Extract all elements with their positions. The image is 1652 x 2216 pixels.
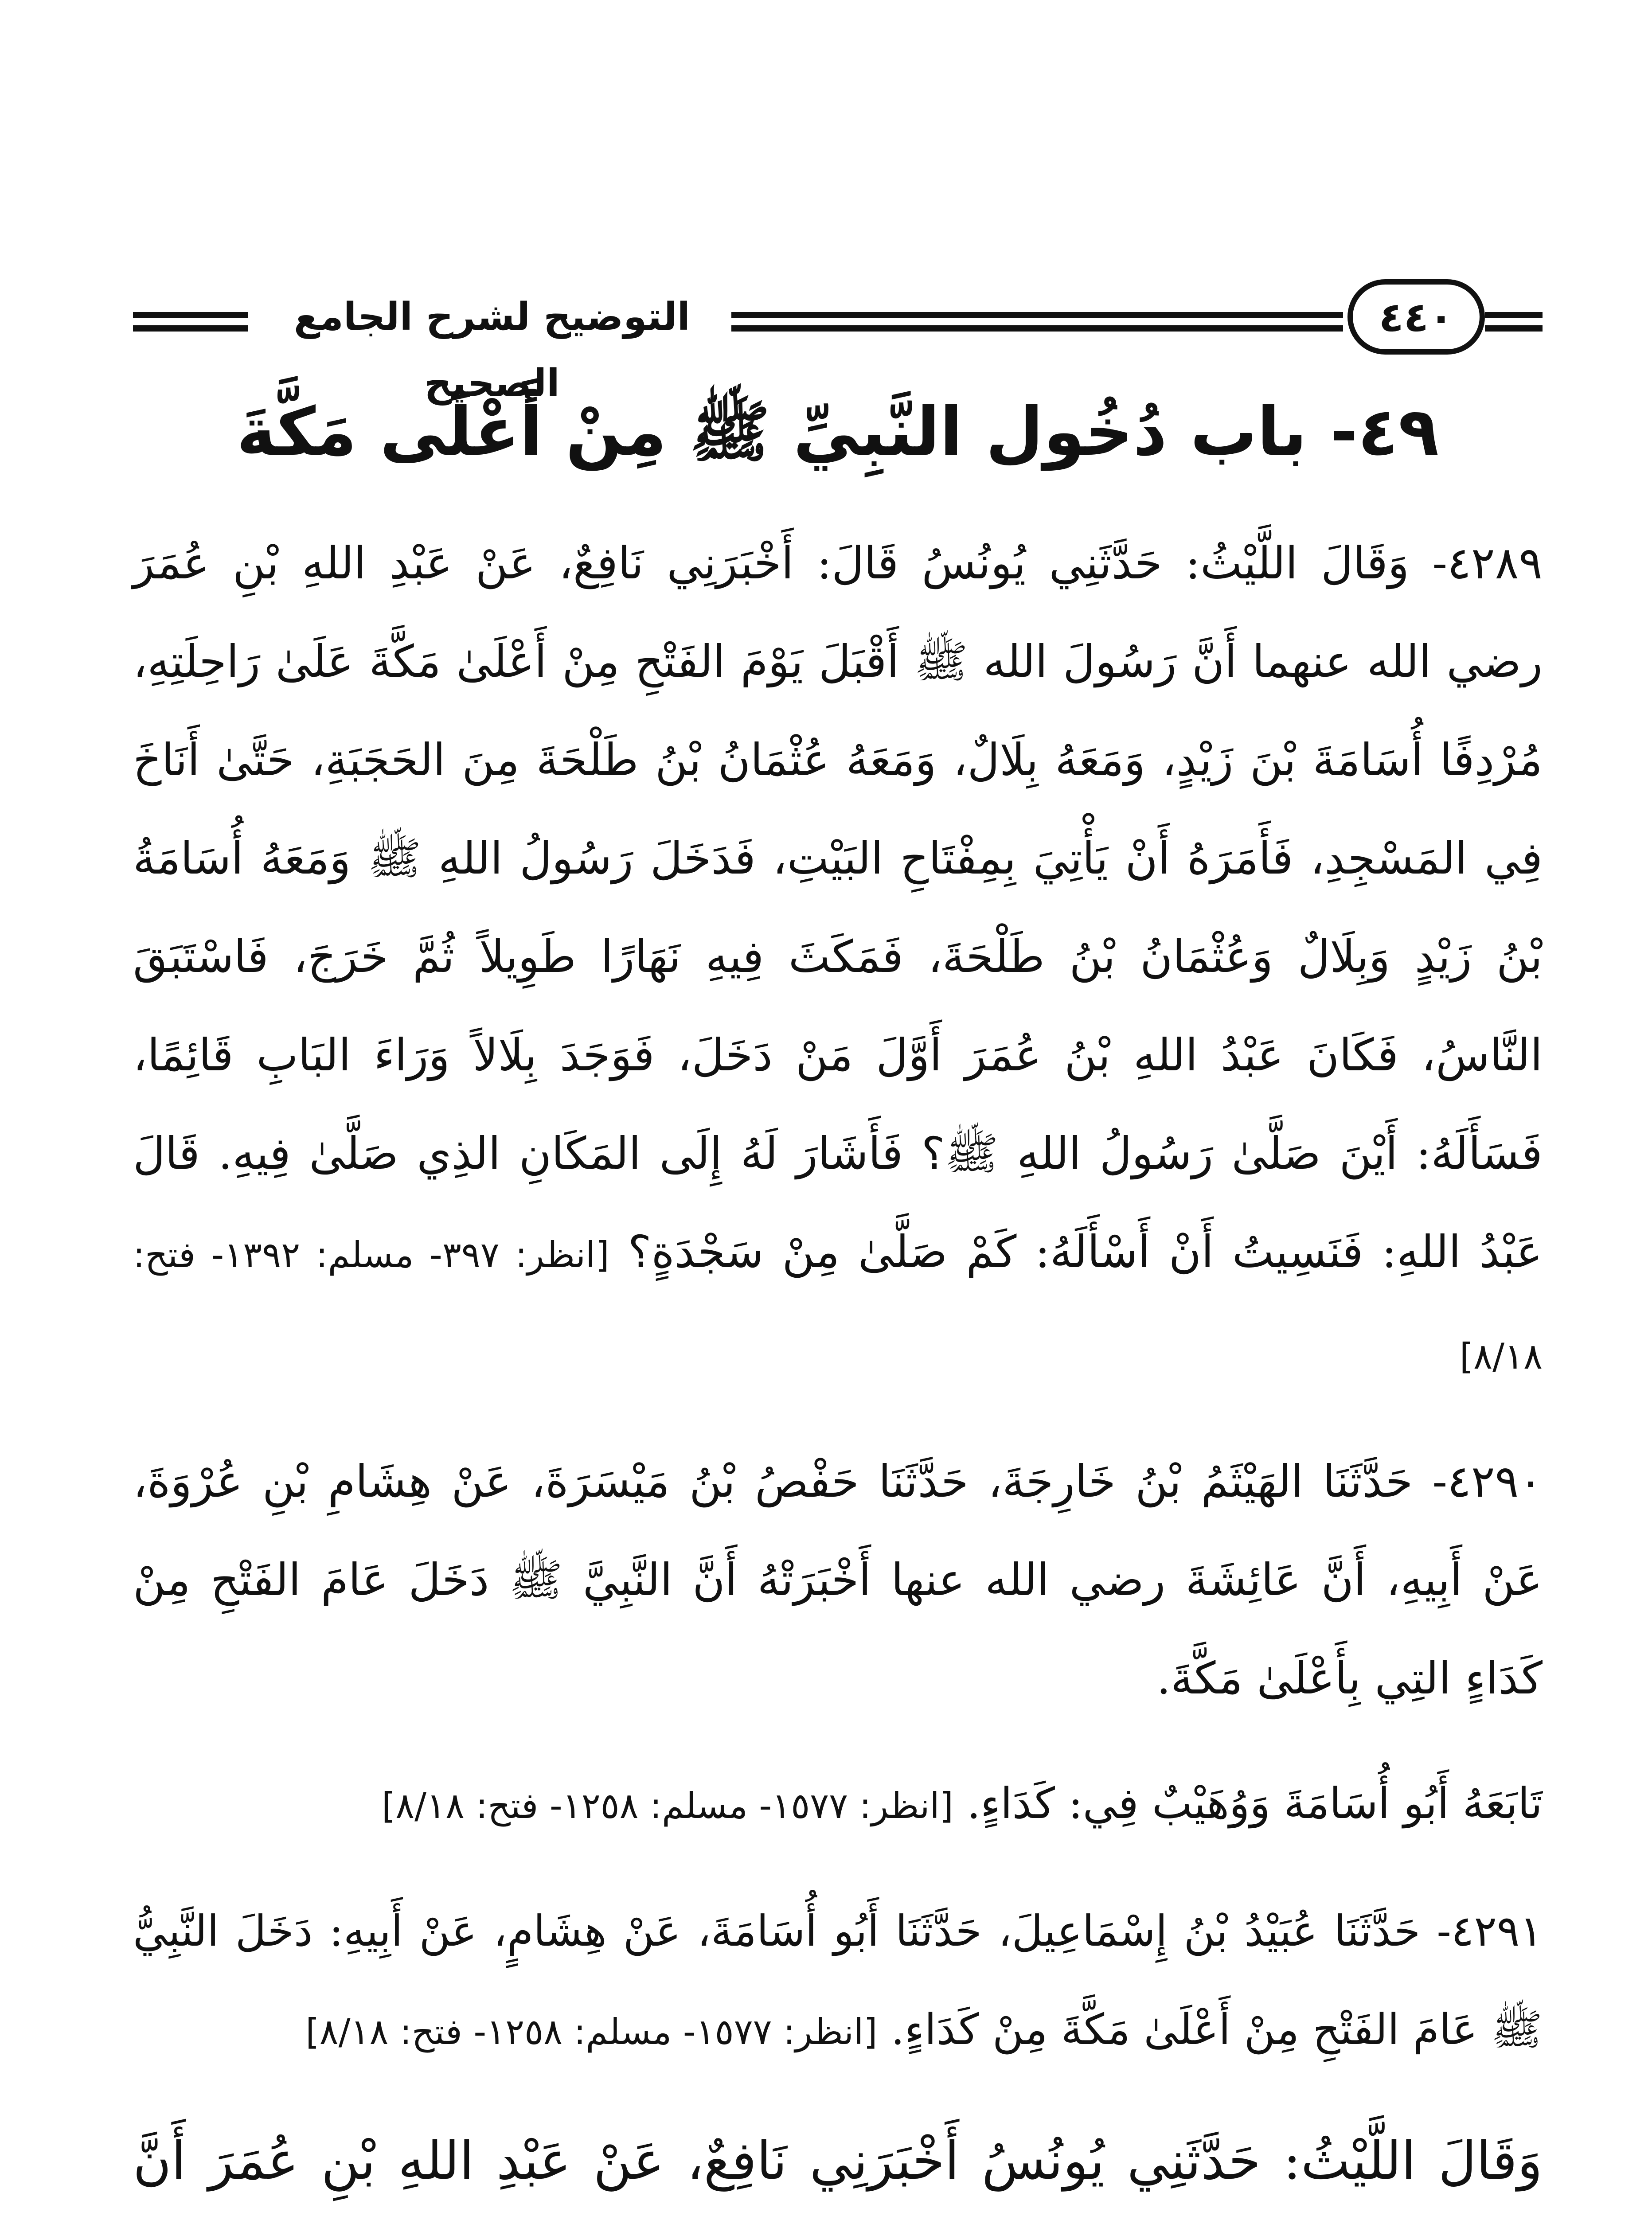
hadith-text: ٤٢٩١- حَدَّثَنَا عُبَيْدُ بْنُ إِسْمَاعِيلَ، حَدَّثَنَا أَبُو أُسَامَةَ، عَنْ هِشَامٍ، عَنْ أَبِيهِ: دَخَلَ النَّبِيُّ ﷺ عَامَ الفَتْحِ مِنْ أَعْلَىٰ مَكَّةَ مِنْ كَدَاءٍ. bbox=[133, 1906, 1543, 2054]
chapter-heading: ٤٩- باب دُخُول النَّبِيِّ ﷺ مِنْ أَعْلَى مَكَّةَ bbox=[236, 394, 1439, 471]
hadith-text: ٤٢٨٩- وَقَالَ اللَّيْثُ: حَدَّثَنِي يُونُسُ قَالَ: أَخْبَرَنِي نَافِعٌ، عَنْ عَبْدِ اللهِ بْنِ عُمَرَ رضي الله عنهما أَنَّ رَسُولَ الله ﷺ أَقْبَلَ يَوْمَ الفَتْحِ مِنْ أَعْلَىٰ مَكَّةَ عَلَىٰ رَاحِلَتِهِ، مُرْدِفًا أُسَامَةَ بْنَ زَيْدٍ، وَمَعَهُ بِلَالٌ، وَمَعَهُ عُثْمَانُ بْنُ طَلْحَةَ مِنَ الحَجَبَةِ، حَتَّىٰ أَنَاخَ فِي المَسْجِدِ، فَأَمَرَهُ أَنْ يَأْتِيَ بِمِفْتَاحِ البَيْتِ، فَدَخَلَ رَسُولُ اللهِ ﷺ وَمَعَهُ أُسَامَةُ بْنُ زَيْدٍ وَبِلَالٌ وَعُثْمَانُ بْنُ طَلْحَةَ، فَمَكَثَ فِيهِ نَهَارًا طَوِيلاً ثُمَّ خَرَجَ، فَاسْتَبَقَ النَّاسُ، فَكَانَ عَبْدُ اللهِ بْنُ عُمَرَ أَوَّلَ مَنْ دَخَلَ، فَوَجَدَ بِلَالاً وَرَاءَ البَابِ قَائِمًا، فَسَأَلَهُ: أَيْنَ صَلَّىٰ رَسُولُ اللهِ ﷺ؟ فَأَشَارَ لَهُ إِلَى المَكَانِ الذِي صَلَّىٰ فِيهِ. قَالَ عَبْدُ اللهِ: فَنَسِيتُ أَنْ أَسْأَلَهُ: كَمْ صَلَّىٰ مِنْ سَجْدَةٍ؟ bbox=[133, 537, 1543, 1278]
page-number: ٤٤٠ bbox=[1347, 279, 1485, 355]
hadith-reference: [انظر: ١٥٧٧- مسلم: ١٢٥٨- فتح: ٨/١٨] bbox=[305, 2011, 878, 2052]
hadith-reference: [انظر: ٣٩٧- مسلم: ١٣٩٢- فتح: ٨/١٨] bbox=[133, 1234, 1543, 1377]
hadith-text: ٤٢٩٠- حَدَّثَنَا الهَيْثَمُ بْنُ خَارِجَةَ، حَدَّثَنَا حَفْصُ بْنُ مَيْسَرَةَ، عَنْ هِشَامِ بْنِ عُرْوَةَ، عَنْ أَبِيهِ، أَنَّ عَائِشَةَ رضي الله عنها أَخْبَرَتْهُ أَنَّ النَّبِيَّ ﷺ دَخَلَ عَامَ الفَتْحِ مِنْ كَدَاءٍ التِي بِأَعْلَىٰ مَكَّةَ. bbox=[133, 1455, 1543, 1704]
header-rule-middle bbox=[731, 312, 1343, 332]
hadith-text: تَابَعَهُ أَبُو أُسَامَةَ وَوُهَيْبٌ فِي: كَدَاءٍ. bbox=[967, 1779, 1543, 1828]
page-body bbox=[133, 514, 1543, 2216]
header-rule-left bbox=[133, 312, 248, 332]
commentary-paragraph: وَقَالَ اللَّيْثُ: حَدَّثَنِي يُونُسُ أَخْبَرَنِي نَافِعٌ، عَنْ عَبْدِ اللهِ بْنِ عُمَرَ أَنَّ bbox=[133, 2130, 1543, 2191]
header-rule-right bbox=[1485, 312, 1543, 332]
running-title: التوضيح لشرح الجامع الصحيح bbox=[293, 295, 691, 406]
book-page bbox=[133, 248, 1543, 2216]
hadith-paragraph bbox=[133, 1882, 1543, 2081]
hadith-paragraph bbox=[133, 514, 1543, 1406]
hadith-paragraph bbox=[133, 1754, 1543, 1855]
hadith-reference: [انظر: ١٥٧٧- مسلم: ١٢٥٨- فتح: ٨/١٨] bbox=[381, 1785, 953, 1826]
hadith-paragraph bbox=[133, 1432, 1543, 1728]
running-header bbox=[133, 275, 1543, 406]
